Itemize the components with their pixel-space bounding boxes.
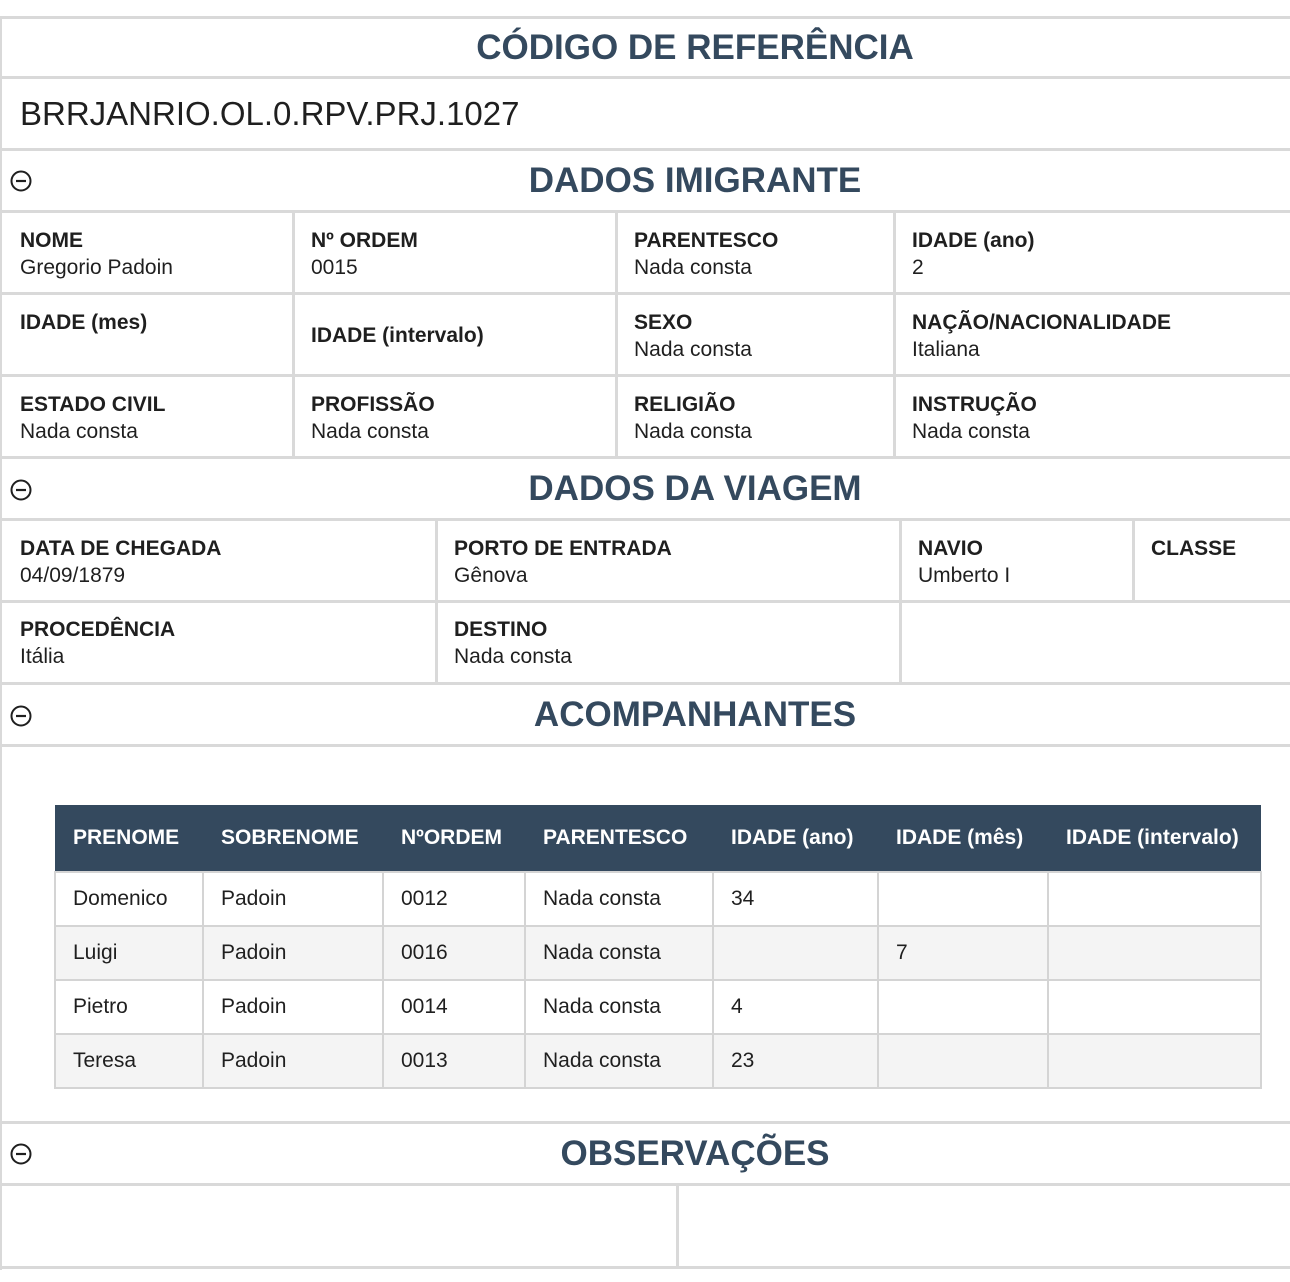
table-row (55, 1034, 1261, 1088)
table-cell: Luigi (55, 926, 203, 980)
table-cell (713, 926, 878, 980)
table-cell: Padoin (203, 872, 383, 926)
table-cell: 4 (713, 980, 878, 1034)
table-header-row (55, 805, 1261, 872)
field-label: PORTO DE ENTRADA (454, 537, 672, 560)
table-cell: 0016 (383, 926, 525, 980)
divider (0, 744, 1290, 747)
field-value: Nada consta (634, 420, 752, 443)
field-value: Italiana (912, 338, 980, 361)
field-label: NAVIO (918, 537, 983, 560)
field-value: Nada consta (634, 256, 752, 279)
immigrant-section-title: DADOS IMIGRANTE (528, 161, 862, 200)
field-label: PROFISSÃO (311, 393, 435, 416)
field-label: PARENTESCO (634, 229, 779, 252)
table-cell: 7 (878, 926, 1048, 980)
companions-section-title: ACOMPANHANTES (533, 695, 857, 734)
table-cell (878, 980, 1048, 1034)
notes-section-title: OBSERVAÇÕES (560, 1134, 830, 1173)
table-cell: 0014 (383, 980, 525, 1034)
table-row (55, 872, 1261, 926)
table-cell (878, 872, 1048, 926)
field-procedencia (20, 617, 175, 671)
column-divider (435, 520, 438, 683)
table-cell: 23 (713, 1034, 878, 1088)
table-cell: Nada consta (525, 980, 713, 1034)
field-label: NAÇÃO/NACIONALIDADE (912, 311, 1171, 334)
field-value: Gênova (454, 564, 528, 587)
field-religiao (634, 392, 752, 446)
column-divider (1132, 520, 1135, 601)
table-cell (1048, 1034, 1261, 1088)
divider (0, 374, 1290, 377)
field-idade-intervalo (311, 323, 484, 349)
field-label: ESTADO CIVIL (20, 393, 166, 416)
column-header: IDADE (intervalo) (1048, 805, 1261, 872)
field-label: IDADE (intervalo) (311, 324, 484, 347)
left-border (0, 16, 2, 1270)
field-label: DESTINO (454, 618, 548, 641)
field-label: DATA DE CHEGADA (20, 537, 222, 560)
divider (0, 1183, 1290, 1186)
field-data-chegada (20, 536, 221, 590)
field-nacionalidade (912, 310, 1171, 364)
table-cell: Nada consta (525, 1034, 713, 1088)
field-label: PROCEDÊNCIA (20, 618, 176, 641)
divider (0, 210, 1290, 213)
divider (0, 1121, 1290, 1124)
table-cell: Domenico (55, 872, 203, 926)
column-header: NºORDEM (383, 805, 525, 872)
table-cell: Nada consta (525, 872, 713, 926)
field-sexo (634, 310, 752, 364)
table-cell: Padoin (203, 1034, 383, 1088)
field-navio (918, 536, 1010, 590)
field-value: Nada consta (634, 338, 752, 361)
field-classe (1151, 536, 1236, 562)
field-destino (454, 617, 572, 671)
field-value: Nada consta (454, 645, 572, 668)
table-cell: Teresa (55, 1034, 203, 1088)
voyage-section-title: DADOS DA VIAGEM (528, 469, 862, 508)
divider (0, 76, 1290, 79)
field-nome (20, 228, 173, 282)
field-value: 0015 (311, 256, 358, 279)
field-idade-ano (912, 228, 1035, 282)
field-instrucao (912, 392, 1037, 446)
column-header: SOBRENOME (203, 805, 383, 872)
field-label: NOME (20, 229, 83, 252)
reference-title: CÓDIGO DE REFERÊNCIA (476, 28, 914, 67)
divider (0, 456, 1290, 459)
field-label: IDADE (mes) (20, 311, 148, 334)
field-label: IDADE (ano) (912, 229, 1035, 252)
field-ordem (311, 228, 418, 282)
table-row (55, 980, 1261, 1034)
field-label: INSTRUÇÃO (912, 393, 1037, 416)
table-cell: 0013 (383, 1034, 525, 1088)
reference-code: BRRJANRIO.OL.0.RPV.PRJ.1027 (20, 95, 520, 132)
field-value: Nada consta (311, 420, 429, 443)
divider (0, 148, 1290, 151)
table-cell (878, 1034, 1048, 1088)
field-label: CLASSE (1151, 537, 1237, 560)
table-cell: 0012 (383, 872, 525, 926)
table-cell (1048, 872, 1261, 926)
table-cell (1048, 980, 1261, 1034)
column-divider (292, 212, 295, 457)
table-cell: Pietro (55, 980, 203, 1034)
field-value: Nada consta (20, 420, 138, 443)
divider (0, 600, 1290, 603)
field-value: Nada consta (912, 420, 1030, 443)
field-profissao (311, 392, 435, 446)
field-value: Umberto I (918, 564, 1011, 587)
column-divider (615, 212, 618, 457)
divider (0, 292, 1290, 295)
column-divider (893, 212, 896, 457)
field-parentesco (634, 228, 778, 282)
column-header: PARENTESCO (525, 805, 713, 872)
field-label: RELIGIÃO (634, 393, 736, 416)
field-idade-mes (20, 310, 147, 336)
field-label: Nº ORDEM (311, 229, 418, 252)
table-cell: Nada consta (525, 926, 713, 980)
column-header: IDADE (ano) (713, 805, 878, 872)
table-cell: Padoin (203, 980, 383, 1034)
companions-table (54, 805, 1262, 1089)
column-divider (676, 1185, 679, 1267)
field-value: 04/09/1879 (20, 564, 126, 587)
table-cell: 34 (713, 872, 878, 926)
field-label: SEXO (634, 311, 693, 334)
field-estado-civil (20, 392, 165, 446)
field-value: 2 (912, 256, 924, 279)
divider (0, 518, 1290, 521)
table-cell (1048, 926, 1261, 980)
column-divider (899, 520, 902, 683)
column-header: PRENOME (55, 805, 203, 872)
column-header: IDADE (mês) (878, 805, 1048, 872)
field-value: Gregorio Padoin (20, 256, 173, 279)
field-porto-entrada (454, 536, 672, 590)
divider (0, 1266, 1290, 1269)
field-value: Itália (20, 645, 65, 668)
table-row (55, 926, 1261, 980)
divider (0, 682, 1290, 685)
table-cell: Padoin (203, 926, 383, 980)
